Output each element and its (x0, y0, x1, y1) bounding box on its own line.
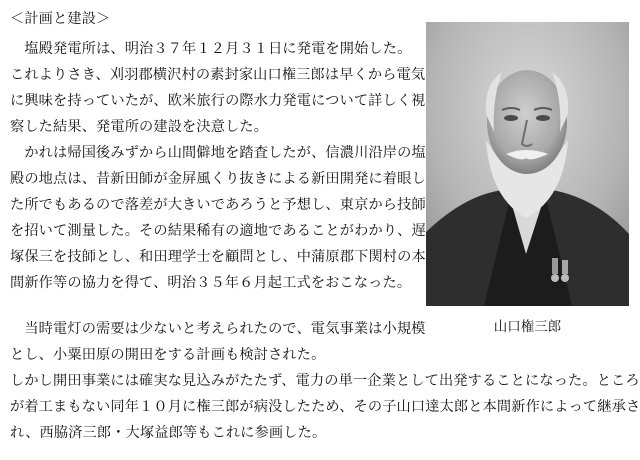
text-line: これよりさき、刈羽郡横沢村の素封家山口権三郎は早くから電気 (10, 67, 426, 83)
text-line: 塩殿発電所は、明治３７年１２月３１日に発電を開始した。 (10, 41, 412, 57)
text-line: しかし開田事業には確実な見込みがたたず、電力の単一企業として出発することになった。ところ (10, 373, 640, 389)
text-line: を招いて測量した。その結果稀有の適地であることがわかり、遅 (10, 223, 426, 239)
text-line: た所でもあるので落差が大きいであろうと予想し、東京から技師 (10, 197, 426, 213)
text-line: 殿の地点は、昔新田師が金屏風くり抜きによる新田開発に着眼し (10, 171, 426, 187)
text-line: 塚保三を技師とし、和田理学士を顧問とし、中蒲原郡下関村の本 (10, 249, 426, 265)
text-line: かれは帰国後みずから山間僻地を踏査したが、信濃川沿岸の塩 (10, 145, 426, 161)
text-line: 間新作等の協力を得て、明治３５年６月起工式をおこなった。 (10, 275, 412, 291)
text-line: に興味を持っていたが、欧米旅行の際水力発電について詳しく視 (10, 93, 426, 109)
section-heading: ＜計画と建設＞ (10, 11, 111, 27)
text-line: とし、小粟田原の開田をする計画も検討された。 (10, 347, 326, 363)
text-line: れ、西脇済三郎・大塚益郎等もこれに参画した。 (10, 425, 327, 441)
portrait-caption: 山口権三郎 (493, 319, 562, 335)
text-line: 察した結果、発電所の建設を決意した。 (10, 119, 269, 135)
portrait-photo (426, 22, 629, 306)
text-line: が着工まもない同年１０月に権三郎が病没したため、その子山口達太郎と本間新作によって継承さ (10, 399, 640, 415)
text-line: 当時電灯の需要は少ないと考えられたので、電気事業は小規模 (10, 321, 426, 337)
